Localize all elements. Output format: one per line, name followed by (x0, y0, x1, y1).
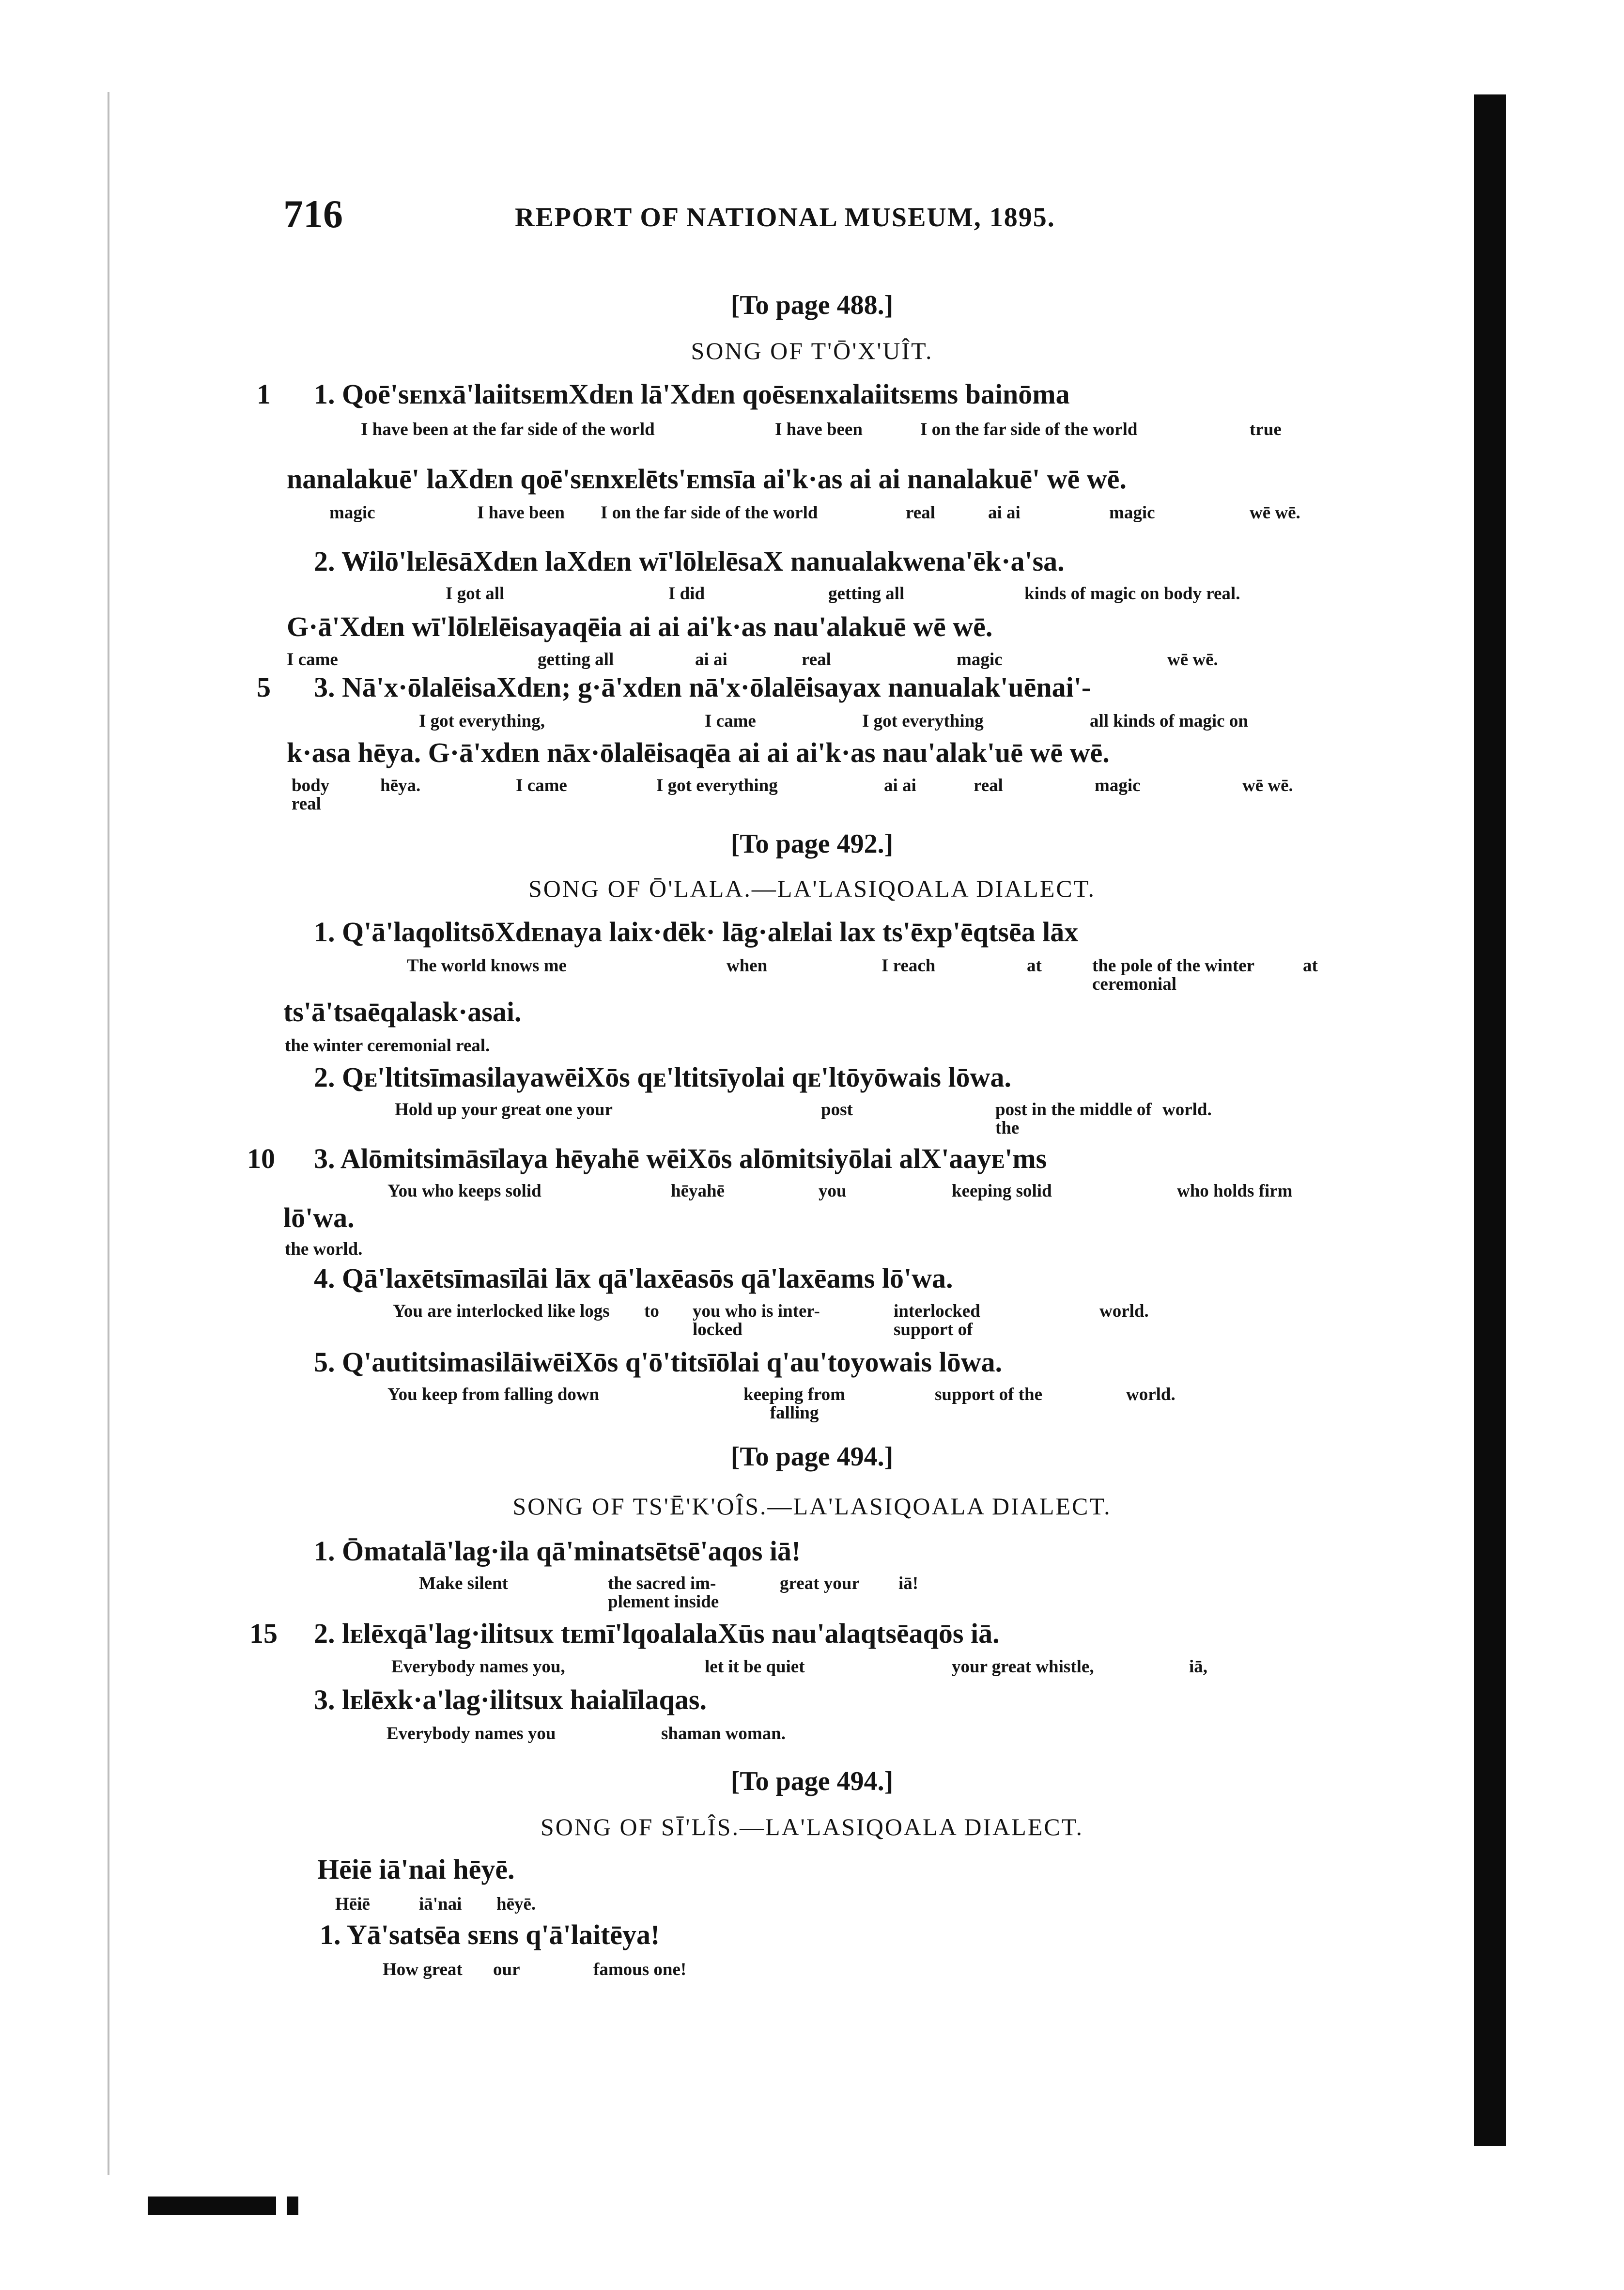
song-title: SONG OF SĪ'LÎS.—LA'LASIQOALA DIALECT. (540, 1813, 1084, 1840)
gloss-word: body real (292, 776, 330, 814)
song-title: SONG OF T'Ō'X'UÎT. (691, 337, 933, 364)
page-reference: [To page 492.] (730, 829, 894, 859)
song-line (314, 916, 1078, 948)
page-reference: [To page 488.] (730, 290, 894, 320)
gloss-word: I have been (477, 503, 565, 523)
gloss-word: Everybody names you, (391, 1657, 565, 1677)
gloss-word: getting all (538, 650, 614, 670)
gloss-word: who holds firm (1177, 1181, 1293, 1201)
gloss-word: I got everything (862, 711, 984, 731)
gloss-word: interlocked support of (894, 1301, 980, 1340)
song-line (314, 545, 1065, 577)
gloss-word: great your (780, 1573, 860, 1593)
margin-line-number: 15 (249, 1618, 278, 1649)
gloss-word: wē wē. (1167, 650, 1218, 670)
gloss-word: keeping solid (952, 1181, 1052, 1201)
source-text: G·ā'Xdᴇn wī'lōlᴇlēisayaqēia ai ai ai'k·as nau'alakuē wē wē. (287, 611, 993, 642)
gloss-word: ai ai (695, 650, 727, 670)
gloss-word: you who is inter-locked (693, 1301, 820, 1340)
source-text: 2. Wilō'lᴇlēsāXdᴇn laXdᴇn wī'lōlᴇlēsaX nanualakwena'ēk·a'sa. (314, 545, 1065, 577)
gloss-word: hēyahē (671, 1181, 725, 1201)
song-title: SONG OF TS'Ē'K'OÎS.—LA'LASIQOALA DIALECT. (512, 1493, 1112, 1520)
gloss-word: iā! (898, 1573, 919, 1593)
page-header (283, 191, 1342, 249)
gloss-word: I have been (775, 420, 863, 439)
page-reference: [To page 494.] (730, 1766, 894, 1796)
gloss-word: The world knows me (407, 956, 567, 976)
gloss-word: I came (287, 650, 338, 670)
gloss-word: Hēiē (335, 1894, 370, 1914)
song-line (287, 463, 1127, 495)
gloss-word: our (493, 1960, 520, 1979)
gloss-word: ai ai (884, 776, 916, 795)
gloss-word: post in the middle of the (995, 1100, 1152, 1138)
song-line (314, 1683, 707, 1716)
gloss-word: at (1027, 956, 1042, 976)
song-line (287, 736, 1110, 769)
gloss-word: You who keeps solid (387, 1181, 541, 1201)
source-text: 1. Yā'satsēa sᴇns q'ā'laitēya! (320, 1919, 660, 1950)
song-line (314, 1262, 953, 1294)
page-number: 716 (283, 192, 343, 236)
song-line (314, 671, 1091, 703)
song-line (314, 1617, 1000, 1650)
song-line (283, 1201, 355, 1234)
running-head: REPORT OF NATIONAL MUSEUM, 1895. (515, 203, 1055, 233)
gloss-word: I came (516, 776, 567, 795)
song-line (314, 378, 1070, 410)
gloss-word: I on the far side of the world (601, 503, 818, 523)
gloss-word: world. (1099, 1301, 1149, 1321)
gloss-word: world. (1126, 1385, 1175, 1404)
source-text: k·asa hēya. G·ā'xdᴇn nāx·ōlalēisaqēa ai ai ai'k·as nau'alak'uē wē wē. (287, 737, 1110, 768)
gloss-word: you (819, 1181, 847, 1201)
source-text: 3. Alōmitsimāsīlaya hēyahē wēiXōs alōmitsiyōlai alX'aayᴇ'ms (314, 1143, 1047, 1174)
gloss-word: the world. (285, 1239, 363, 1259)
gloss-word: real (802, 650, 831, 670)
source-text: 1. Ōmatalā'lag·ila qā'minatsētsē'aqos iā! (314, 1535, 801, 1567)
gloss-word: Make silent (419, 1573, 508, 1593)
song-line (314, 1346, 1002, 1378)
page-reference: [To page 494.] (730, 1442, 894, 1472)
gloss-word: iā'nai (419, 1894, 462, 1914)
gloss-word: How great (383, 1960, 463, 1979)
source-text: 1. Q'ā'laqolitsōXdᴇnaya laix·dēk· lāg·alᴇlai lax ts'ēxp'ēqtsēa lāx (314, 916, 1079, 948)
gloss-word: I reach (882, 956, 936, 976)
gloss-word: let it be quiet (705, 1657, 805, 1677)
gloss-word: I came (705, 711, 756, 731)
gloss-word: all kinds of magic on (1090, 711, 1248, 731)
song-line (317, 1853, 515, 1885)
gloss-word: I did (668, 584, 705, 604)
gloss-word: hēyē. (496, 1894, 536, 1914)
gloss-word: magic (329, 503, 375, 523)
source-text: 5. Q'autitsimasilāiwēiXōs q'ō'titsīōlai q'au'toyowais lōwa. (314, 1346, 1003, 1378)
gloss-word: I got all (446, 584, 505, 604)
margin-line-number: 5 (257, 671, 271, 703)
song-line (283, 996, 521, 1028)
song-line (314, 1142, 1047, 1175)
margin-line-number: 10 (247, 1143, 275, 1174)
gloss-word: I got everything, (419, 711, 545, 731)
gloss-word: getting all (828, 584, 905, 604)
gloss-word: shaman woman. (661, 1724, 786, 1744)
gloss-word: your great whistle, (952, 1657, 1094, 1677)
gloss-word: iā, (1189, 1657, 1208, 1677)
gloss-word: wē wē. (1242, 776, 1293, 795)
song-line (314, 1061, 1011, 1093)
gloss-word: I got everything (656, 776, 778, 795)
gloss-word: real (974, 776, 1003, 795)
gloss-word: magic (1095, 776, 1141, 795)
gloss-word: Hold up your great one your (395, 1100, 613, 1120)
source-text: 3. lᴇlēxk·a'lag·ilitsux haialīlaqas. (314, 1684, 707, 1715)
gloss-word: Everybody names you (387, 1724, 556, 1744)
gloss-word: You keep from falling down (387, 1385, 600, 1404)
source-text: nanalakuē' laXdᴇn qoē'sᴇnxᴇlēts'ᴇmsīa ai'k·as ai ai nanalakuē' wē wē. (287, 463, 1127, 495)
gloss-word: world. (1162, 1100, 1212, 1120)
gloss-word: at (1303, 956, 1318, 976)
source-text: 4. Qā'laxētsīmasīlāi lāx qā'laxēasōs qā'laxēams lō'wa. (314, 1262, 953, 1294)
gloss-word: when (727, 956, 768, 976)
gloss-word: You are interlocked like logs (393, 1301, 610, 1321)
song-line (320, 1918, 660, 1951)
gloss-word: hēya. (380, 776, 421, 795)
gloss-word: the sacred im-plement inside (608, 1573, 719, 1612)
gloss-word: magic (957, 650, 1003, 670)
gloss-word: I on the far side of the world (920, 420, 1138, 439)
margin-line-number: 1 (257, 378, 271, 410)
song-title: SONG OF Ō'LALA.—LA'LASIQOALA DIALECT. (528, 875, 1096, 902)
gloss-word: wē wē. (1250, 503, 1300, 523)
gloss-word: post (821, 1100, 853, 1120)
gloss-word: kinds of magic on body real. (1024, 584, 1240, 604)
gloss-word: keeping from falling (743, 1385, 846, 1423)
gloss-word: famous one! (593, 1960, 687, 1979)
song-line (287, 610, 992, 643)
song-line (314, 1535, 801, 1567)
gloss-word: magic (1109, 503, 1155, 523)
source-text: ts'ā'tsaēqalask·asai. (283, 996, 522, 1028)
gloss-word: to (644, 1301, 659, 1321)
gloss-word: the pole of the winter ceremonial (1092, 956, 1254, 994)
gloss-word: true (1250, 420, 1282, 439)
gloss-word: ai ai (988, 503, 1021, 523)
gloss-word: support of the (935, 1385, 1043, 1404)
source-text: 2. lᴇlēxqā'lag·ilitsux tᴇmī'lqoalalaXūs nau'alaqtsēaqōs iā. (314, 1618, 1000, 1649)
source-text: lō'wa. (283, 1202, 355, 1233)
gloss-word: I have been at the far side of the world (361, 420, 655, 439)
source-text: Hēiē iā'nai hēyē. (317, 1854, 515, 1885)
source-text: 3. Nā'x·ōlalēisaXdᴇn; g·ā'xdᴇn nā'x·ōlalēisayax nanualak'uēnai'- (314, 671, 1091, 703)
gloss-word: real (906, 503, 935, 523)
source-text: 1. Qoē'sᴇnxā'laiitsᴇmXdᴇn lā'Xdᴇn qoēsᴇnxalaiitsᴇms bainōma (314, 378, 1070, 410)
source-text: 2. Qᴇ'ltitsīmasilayawēiXōs qᴇ'ltitsīyolai qᴇ'ltōyōwais lōwa. (314, 1061, 1011, 1093)
gloss-word: the winter ceremonial real. (285, 1036, 490, 1056)
